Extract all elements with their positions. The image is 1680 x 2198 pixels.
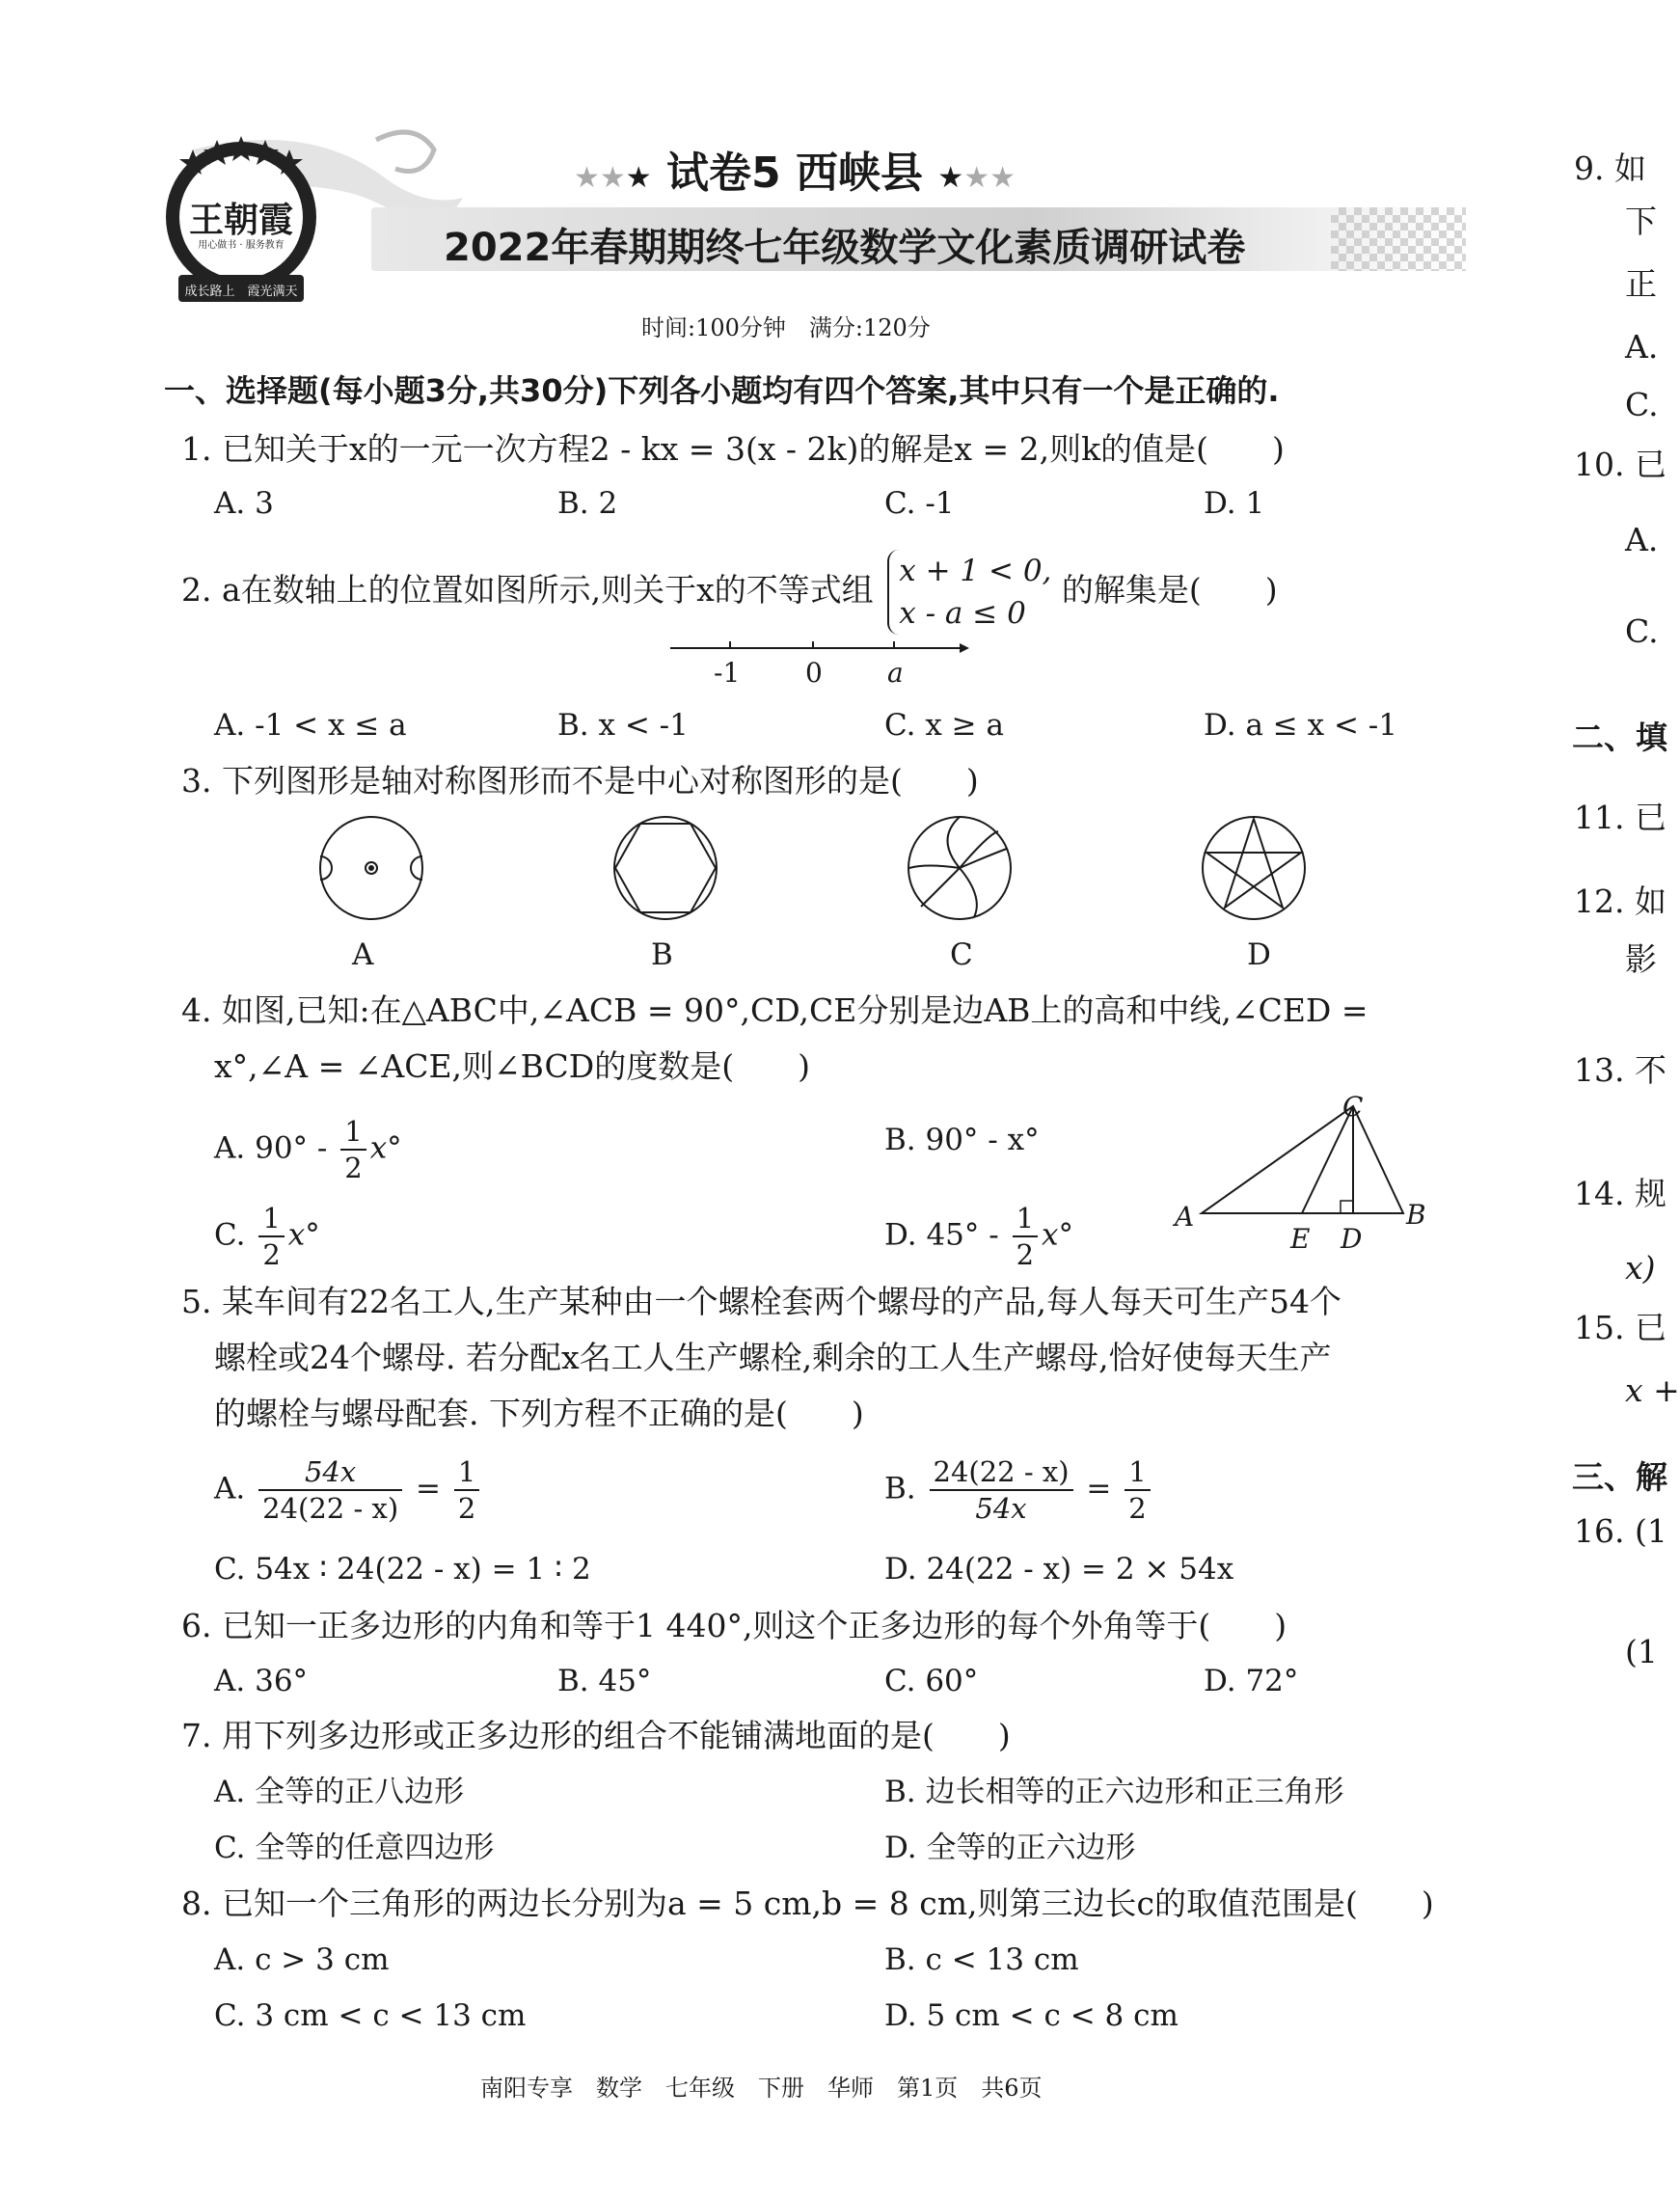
q4-a-post: x° xyxy=(369,1130,402,1166)
star-icon: ★★ xyxy=(574,161,626,195)
q3-label-d: D xyxy=(1247,937,1271,972)
q5-stem-1: 5. 某车间有22名工人,生产某种由一个螺栓套两个螺母的产品,每人每天可生产54个 xyxy=(181,1283,1341,1320)
q4-stem-2: x°,∠A = ∠ACE,则∠BCD的度数是( ) xyxy=(214,1047,810,1085)
time-info: 时间:100分钟 满分:120分 xyxy=(641,314,931,341)
q4-a-num: 1 xyxy=(340,1114,366,1151)
q6-option-b: B. 45° xyxy=(557,1664,652,1698)
exam-title: 2022年春期期终七年级数学文化素质调研试卷 xyxy=(444,226,1246,270)
q5-a-rfrac xyxy=(454,1454,479,1526)
q5-option-b xyxy=(884,1454,1154,1526)
q5-option-c: C. 54x ∶ 24(22 - x) = 1 ∶ 2 xyxy=(214,1552,591,1587)
right-text-6: A. xyxy=(1625,521,1659,558)
q5-b-den: 54x xyxy=(975,1492,1027,1525)
q3-stem: 3. 下列图形是轴对称图形而不是中心对称图形的是( ) xyxy=(181,762,979,800)
q1-option-d: D. 1 xyxy=(1204,486,1265,521)
q4-option-d xyxy=(884,1201,1073,1272)
right-text-16: x + xyxy=(1625,1371,1680,1409)
q8-option-b: B. c < 13 cm xyxy=(884,1942,1079,1977)
logo-slogan: 成长路上 霞光满天 xyxy=(184,285,298,299)
figure-c xyxy=(908,817,1011,919)
right-text-17: 三、解 xyxy=(1572,1458,1667,1496)
q5-b-num: 24(22 - x) xyxy=(930,1454,1073,1491)
q5-b-rnum: 1 xyxy=(1125,1454,1150,1491)
q4-c-den: 2 xyxy=(262,1238,281,1271)
right-text-11: 影 xyxy=(1625,940,1657,978)
q1-option-c: C. -1 xyxy=(884,486,955,521)
q7-option-b: B. 边长相等的正六边形和正三角形 xyxy=(884,1775,1344,1809)
right-text-2: 正 xyxy=(1625,265,1657,303)
q3-label-c: C xyxy=(950,937,973,972)
q7-option-a: A. 全等的正八边形 xyxy=(214,1775,465,1809)
q4-d-num: 1 xyxy=(1013,1201,1038,1237)
checker-pattern xyxy=(1331,207,1466,271)
nl-label-zero: 0 xyxy=(805,657,823,689)
q5-b-frac xyxy=(930,1454,1073,1526)
q2-ineq-2: x - a ≤ 0 xyxy=(899,596,1026,631)
q2-option-b: B. x < -1 xyxy=(557,708,689,743)
q3-figures xyxy=(309,810,1331,926)
q4-d-frac xyxy=(1013,1201,1038,1272)
q5-option-a xyxy=(214,1454,483,1526)
right-text-12: 13. 不 xyxy=(1574,1051,1666,1089)
q5-a-frac xyxy=(258,1454,402,1526)
right-text-19: (1 xyxy=(1625,1633,1658,1670)
q6-stem: 6. 已知一正多边形的内角和等于1 440°,则这个正多边形的每个外角等于( ) xyxy=(181,1607,1287,1644)
q5-a-rden: 2 xyxy=(457,1492,476,1525)
q1-option-b: B. 2 xyxy=(557,486,618,521)
fig-label-b: B xyxy=(1406,1199,1426,1231)
nl-label-neg1: -1 xyxy=(714,657,741,689)
q4-stem-1: 4. 如图,已知:在△ABC中,∠ACB = 90°,CD,CE分别是边AB上的高和中线,∠CED = xyxy=(181,991,1368,1029)
q5-a-pre: A. xyxy=(214,1471,256,1506)
fig-label-a: A xyxy=(1175,1201,1195,1233)
right-text-18: 16. (1 xyxy=(1574,1512,1667,1550)
q4-d-pre: D. 45° - xyxy=(884,1217,1009,1253)
q4-option-b: B. 90° - x° xyxy=(884,1123,1040,1157)
star-icon: ★ xyxy=(625,161,652,195)
header xyxy=(135,111,1466,313)
figure-a xyxy=(320,817,422,919)
right-text-13: 14. 规 xyxy=(1574,1175,1666,1212)
q5-b-eq: = xyxy=(1076,1471,1122,1506)
q6-option-a: A. 36° xyxy=(214,1664,309,1698)
q8-stem: 8. 已知一个三角形的两边长分别为a = 5 cm,b = 8 cm,则第三边长c的取值范围是( ) xyxy=(181,1885,1434,1922)
q6-option-d: D. 72° xyxy=(1204,1664,1299,1698)
q4-c-num: 1 xyxy=(258,1201,284,1237)
q5-a-rnum: 1 xyxy=(454,1454,479,1491)
q2-option-a: A. -1 < x ≤ a xyxy=(214,708,407,743)
fig-label-c: C xyxy=(1342,1091,1364,1123)
q3-label-b: B xyxy=(651,937,673,972)
q7-option-d: D. 全等的正六边形 xyxy=(884,1831,1136,1865)
q2-inequality-system xyxy=(887,550,1051,635)
right-text-0: 9. 如 xyxy=(1574,149,1646,187)
q5-stem-2: 螺栓或24个螺母. 若分配x名工人生产螺栓,剩余的工人生产螺母,恰好使每天生产 xyxy=(214,1339,1332,1376)
figure-b xyxy=(614,817,717,919)
nl-label-a: a xyxy=(887,657,904,689)
q2-ineq-1: x + 1 < 0, xyxy=(899,554,1052,588)
right-text-4: C. xyxy=(1625,386,1659,423)
right-text-3: A. xyxy=(1625,328,1659,366)
q4-c-post: x° xyxy=(287,1217,320,1253)
q4-a-pre: A. 90° - xyxy=(214,1130,338,1166)
right-text-15: 15. 已 xyxy=(1574,1309,1666,1346)
q6-option-c: C. 60° xyxy=(884,1664,979,1698)
q4-c-pre: C. xyxy=(214,1217,256,1253)
right-text-7: C. xyxy=(1625,612,1659,650)
fig-label-d: D xyxy=(1341,1223,1363,1255)
q1-stem: 1. 已知关于x的一元一次方程2 - kx = 3(x - 2k)的解是x = 2,则k的值是( ) xyxy=(181,430,1285,468)
star-icon: ★★ xyxy=(963,161,1016,195)
right-text-8: 二、填 xyxy=(1572,719,1667,756)
q3-label-a: A xyxy=(352,937,374,972)
title-line xyxy=(574,138,1016,200)
q4-c-frac xyxy=(258,1201,284,1272)
q4-option-a xyxy=(214,1114,402,1185)
q5-a-den: 24(22 - x) xyxy=(262,1492,399,1525)
fig-label-e: E xyxy=(1290,1223,1311,1255)
q2-option-c: C. x ≥ a xyxy=(884,708,1004,743)
q4-a-frac xyxy=(340,1114,366,1185)
title-text: 试卷5 西峡县 xyxy=(666,149,923,198)
q5-a-num: 54x xyxy=(258,1454,402,1491)
logo-text: 王朝霞 xyxy=(188,200,293,240)
q2-stem-after: 的解集是( ) xyxy=(1061,571,1278,609)
right-text-10: 12. 如 xyxy=(1574,882,1666,920)
q7-option-c: C. 全等的任意四边形 xyxy=(214,1831,495,1865)
q5-b-rfrac xyxy=(1125,1454,1150,1526)
q7-stem: 7. 用下列多边形或正多边形的组合不能铺满地面的是( ) xyxy=(181,1717,1011,1754)
right-text-9: 11. 已 xyxy=(1574,799,1666,836)
logo-small-text: 用心做书 · 服务教育 xyxy=(198,240,285,251)
q5-option-d: D. 24(22 - x) = 2 × 54x xyxy=(884,1552,1234,1587)
section-heading: 一、选择题(每小题3分,共30分)下列各小题均有四个答案,其中只有一个是正确的. xyxy=(164,372,1280,409)
q8-option-a: A. c > 3 cm xyxy=(214,1942,390,1977)
q5-stem-3: 的螺栓与螺母配套. 下列方程不正确的是( ) xyxy=(214,1395,864,1432)
page-footer: 南阳专享 数学 七年级 下册 华师 第1页 共6页 xyxy=(480,2075,1043,2102)
q1-option-a: A. 3 xyxy=(214,486,274,521)
q2-option-d: D. a ≤ x < -1 xyxy=(1204,708,1397,743)
q2-stem xyxy=(181,550,1278,635)
q5-a-eq: = xyxy=(406,1471,450,1506)
right-text-1: 下 xyxy=(1625,203,1657,240)
q4-a-den: 2 xyxy=(344,1152,363,1184)
right-text-14: x) xyxy=(1625,1249,1656,1287)
q4-d-den: 2 xyxy=(1016,1238,1035,1271)
q8-option-d: D. 5 cm < c < 8 cm xyxy=(884,1998,1179,2033)
right-column-clip xyxy=(1572,0,1680,2198)
q4-d-post: x° xyxy=(1042,1217,1074,1253)
q5-b-rden: 2 xyxy=(1128,1492,1147,1525)
q2-stem-before: 2. a在数轴上的位置如图所示,则关于x的不等式组 xyxy=(181,571,874,609)
q5-b-pre: B. xyxy=(884,1471,926,1506)
right-text-5: 10. 已 xyxy=(1574,446,1666,483)
star-icon: ★ xyxy=(937,161,964,195)
q4-option-c xyxy=(214,1201,320,1272)
figure-d xyxy=(1203,817,1305,919)
q8-option-c: C. 3 cm < c < 13 cm xyxy=(214,1998,527,2033)
